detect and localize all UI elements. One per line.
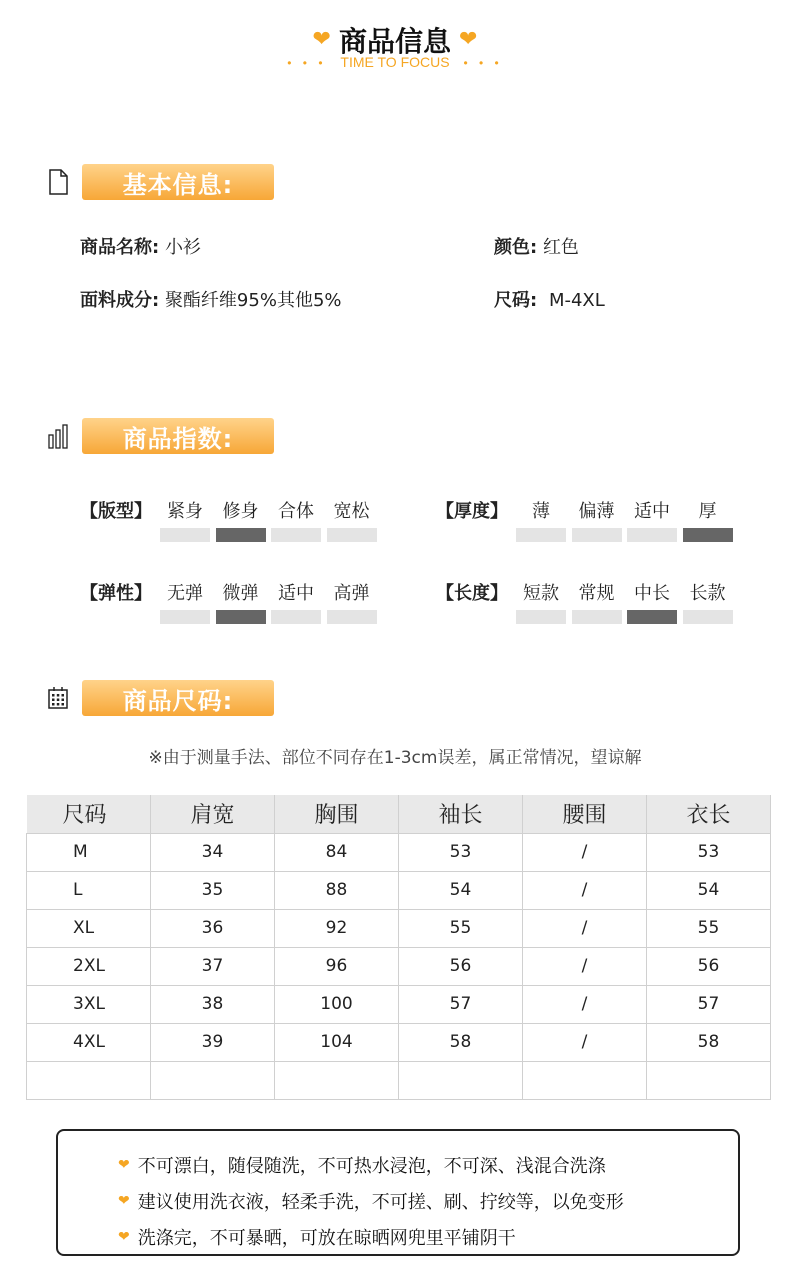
index-option: 宽松 — [333, 501, 370, 522]
index-bar-selected — [216, 610, 266, 624]
heart-icon: ❤ — [118, 1193, 130, 1209]
table-header-cell: 腰围 — [523, 795, 647, 833]
table-cell — [151, 1061, 275, 1099]
care-instructions — [56, 1129, 740, 1256]
table-cell: 55 — [399, 909, 523, 947]
index-option: 紧身 — [167, 501, 203, 522]
info-color — [494, 233, 579, 259]
calendar-grid-icon — [48, 685, 68, 711]
care-text: 建议使用洗衣液，轻柔手洗，不可搓、刷、拧绞等，以免变形 — [137, 1192, 624, 1213]
table-cell — [647, 1061, 771, 1099]
table-header-cell: 肩宽 — [151, 795, 275, 833]
info-value: 红色 — [542, 237, 579, 258]
index-bar-selected — [683, 528, 733, 542]
table-cell: 88 — [275, 871, 399, 909]
index-option: 适中 — [634, 501, 670, 522]
table-cell: 39 — [151, 1023, 275, 1061]
table-cell: 92 — [275, 909, 399, 947]
table-cell: 84 — [275, 833, 399, 871]
table-cell: 37 — [151, 947, 275, 985]
index-bar — [516, 610, 566, 624]
index-option: 高弹 — [333, 583, 370, 604]
table-cell: XL — [27, 909, 151, 947]
index-option: 无弹 — [167, 583, 203, 604]
table-body — [27, 833, 771, 1099]
table-cell: 56 — [399, 947, 523, 985]
table-cell: 96 — [275, 947, 399, 985]
index-bar — [516, 528, 566, 542]
page-subtitle-row — [0, 54, 790, 70]
table-cell: 58 — [399, 1023, 523, 1061]
care-text: 洗涤完，不可暴晒，可放在晾晒网兜里平铺阴干 — [137, 1228, 516, 1249]
table-header-row — [27, 795, 771, 833]
index-bar — [160, 610, 210, 624]
table-cell — [275, 1061, 399, 1099]
table-cell: 38 — [151, 985, 275, 1023]
care-item — [118, 1183, 738, 1219]
index-label: 【长度】 — [436, 583, 508, 604]
section-sizes — [48, 680, 274, 716]
table-cell: / — [523, 1023, 647, 1061]
care-text: 不可漂白，随侵随洗，不可热水浸泡，不可深、浅混合洗涤 — [137, 1156, 606, 1177]
index-bar-selected — [627, 610, 677, 624]
table-header-cell: 胸围 — [275, 795, 399, 833]
info-size — [494, 286, 605, 312]
index-bar — [271, 610, 321, 624]
section-title: 商品尺码: — [82, 680, 274, 716]
heart-icon: ❤ — [118, 1229, 130, 1245]
index-label: 【厚度】 — [436, 501, 508, 522]
care-item — [118, 1147, 738, 1183]
index-option: 薄 — [532, 501, 550, 522]
care-item — [118, 1219, 738, 1255]
table-cell: 4XL — [27, 1023, 151, 1061]
table-cell — [523, 1061, 647, 1099]
info-label: 颜色: — [494, 237, 538, 258]
index-option: 中长 — [634, 583, 670, 604]
table-header-cell: 袖长 — [399, 795, 523, 833]
info-value: 聚酯纤维95%其他5% — [164, 290, 342, 311]
table-row — [27, 871, 771, 909]
index-option: 合体 — [278, 501, 314, 522]
info-value: 小衫 — [164, 237, 201, 258]
index-label: 【版型】 — [80, 501, 152, 522]
info-product-name — [80, 233, 201, 259]
document-icon — [48, 169, 68, 195]
info-label: 面料成分: — [80, 290, 160, 311]
table-cell: 53 — [647, 833, 771, 871]
table-cell: M — [27, 833, 151, 871]
heart-icon: ❤ — [459, 27, 478, 52]
heart-icon: ❤ — [312, 27, 331, 52]
table-cell: / — [523, 871, 647, 909]
table-cell: 57 — [399, 985, 523, 1023]
measurement-note: ※由于测量手法、部位不同存在1-3cm误差，属正常情况，望谅解 — [148, 748, 642, 768]
index-bar — [572, 528, 622, 542]
table-cell: / — [523, 833, 647, 871]
table-cell — [399, 1061, 523, 1099]
heart-icon: ❤ — [118, 1157, 130, 1173]
table-row — [27, 1023, 771, 1061]
dots-decoration: • • • — [287, 56, 327, 70]
table-row — [27, 947, 771, 985]
table-cell: / — [523, 985, 647, 1023]
index-bar — [271, 528, 321, 542]
table-cell: 104 — [275, 1023, 399, 1061]
table-cell: 54 — [647, 871, 771, 909]
table-cell: L — [27, 871, 151, 909]
table-row — [27, 833, 771, 871]
table-cell: 58 — [647, 1023, 771, 1061]
table-cell: 100 — [275, 985, 399, 1023]
page-title: 商品信息 — [338, 25, 451, 58]
table-row — [27, 985, 771, 1023]
index-bar — [683, 610, 733, 624]
info-label: 尺码: — [494, 290, 538, 311]
index-option: 修身 — [222, 501, 259, 522]
table-cell: 57 — [647, 985, 771, 1023]
index-option: 适中 — [278, 583, 314, 604]
table-row — [27, 909, 771, 947]
table-cell: 35 — [151, 871, 275, 909]
table-cell: 34 — [151, 833, 275, 871]
section-basic-info — [48, 164, 274, 200]
size-table — [26, 795, 771, 1100]
index-bar — [627, 528, 677, 542]
index-bar-selected — [216, 528, 266, 542]
index-option: 常规 — [578, 583, 615, 604]
index-bar — [327, 610, 377, 624]
table-cell: 55 — [647, 909, 771, 947]
index-option: 微弹 — [222, 583, 259, 604]
table-cell: 54 — [399, 871, 523, 909]
table-cell: / — [523, 909, 647, 947]
table-cell — [27, 1061, 151, 1099]
table-cell: 2XL — [27, 947, 151, 985]
index-bar — [160, 528, 210, 542]
info-value: M-4XL — [548, 290, 605, 311]
table-cell: 3XL — [27, 985, 151, 1023]
table-cell: 56 — [647, 947, 771, 985]
table-cell: 53 — [399, 833, 523, 871]
table-row — [27, 1061, 771, 1099]
index-option: 长款 — [689, 583, 726, 604]
table-header-cell: 衣长 — [647, 795, 771, 833]
section-indices — [48, 418, 274, 454]
table-header-cell: 尺码 — [27, 795, 151, 833]
table-cell: / — [523, 947, 647, 985]
index-bar — [572, 610, 622, 624]
index-option: 厚 — [698, 501, 717, 522]
index-option: 短款 — [523, 583, 559, 604]
index-option: 偏薄 — [578, 501, 615, 522]
info-label: 商品名称: — [80, 237, 160, 258]
index-label: 【弹性】 — [80, 583, 152, 604]
page-subtitle: TIME TO FOCUS — [340, 54, 450, 70]
bar-chart-icon — [48, 423, 68, 449]
index-bar — [327, 528, 377, 542]
table-cell: 36 — [151, 909, 275, 947]
info-fabric — [80, 286, 342, 312]
dots-decoration: • • • — [463, 56, 503, 70]
section-title: 基本信息: — [82, 164, 274, 200]
section-title: 商品指数: — [82, 418, 274, 454]
